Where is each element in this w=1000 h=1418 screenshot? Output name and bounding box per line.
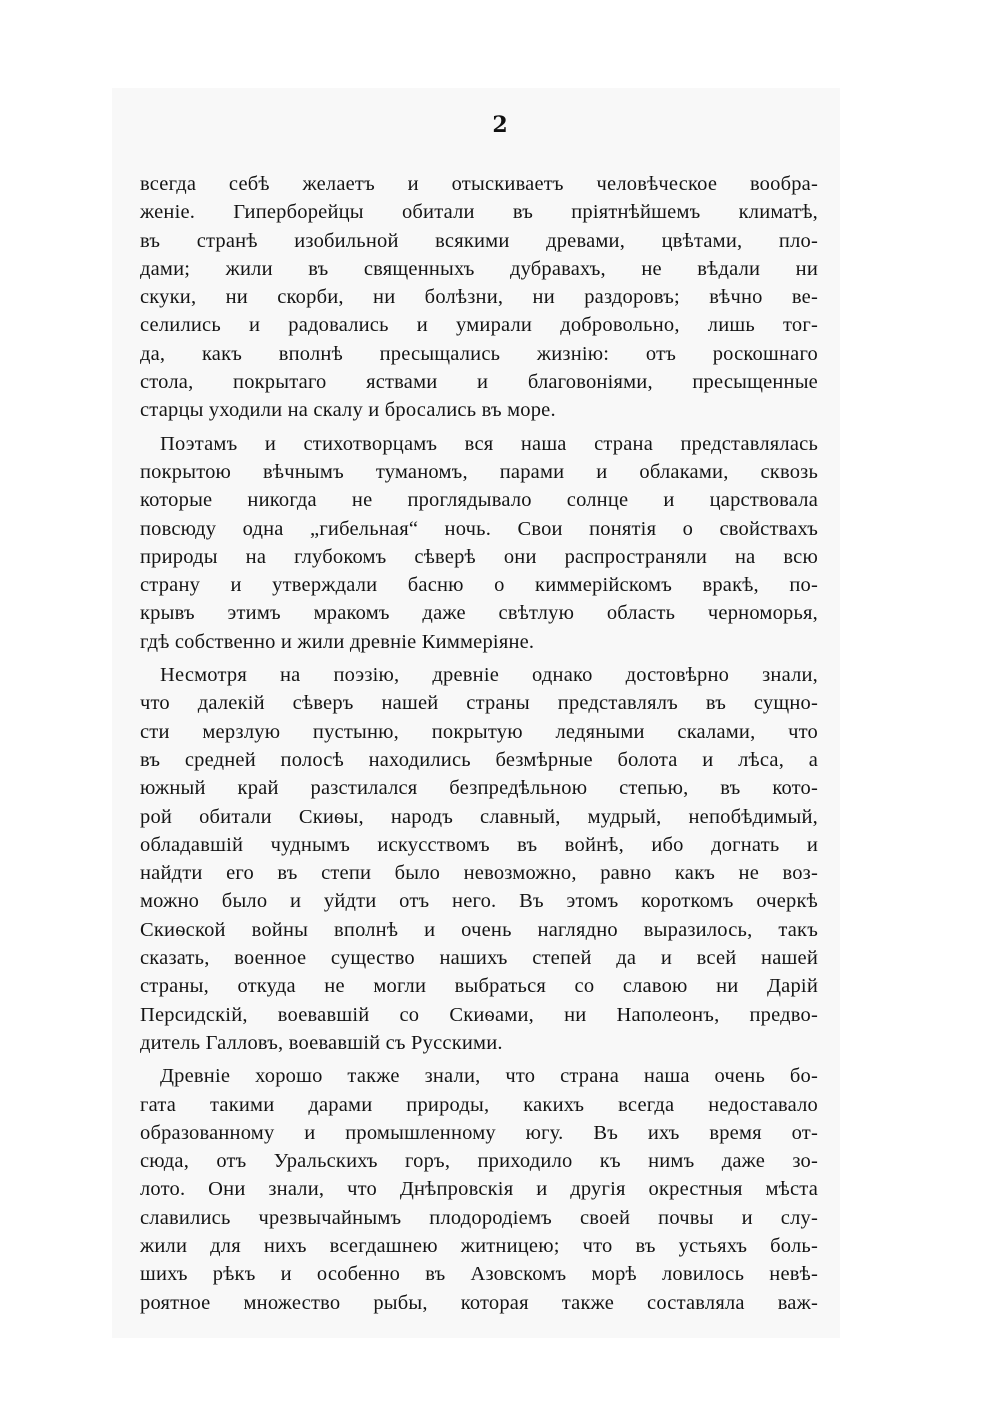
paragraph-3 bbox=[140, 661, 818, 1057]
text-line: жили для нихъ всегдашнею житницею; что въ устьяхъ боль- bbox=[140, 1234, 818, 1257]
text-line: въ средней полосѣ находились безмѣрные болота и лѣса, а bbox=[140, 748, 818, 771]
text-line: гата такими дарами природы, какихъ всегда недоставало bbox=[140, 1093, 818, 1116]
text-line: образованному и промышленному югу. Въ ихъ время от- bbox=[140, 1121, 818, 1144]
text-line: можно было и уйдти отъ него. Въ этомъ короткомъ очеркѣ bbox=[140, 890, 818, 913]
paragraph-4 bbox=[140, 1062, 818, 1317]
text-line: дитель Галловъ, воевавшій съ Русскими. bbox=[140, 1031, 503, 1054]
text-line: селились и радовались и умирали добровольно, лишь тог- bbox=[140, 314, 818, 337]
body-text bbox=[140, 170, 818, 1317]
text-line: страну и утверждали басню о киммерійскомъ вракѣ, по- bbox=[140, 574, 818, 597]
text-line: найдти его въ степи было невозможно, равно какъ не воз- bbox=[140, 862, 818, 885]
text-line: роятное множество рыбы, которая также составляла важ- bbox=[140, 1291, 818, 1314]
paragraph-1 bbox=[140, 170, 818, 425]
text-line: дами; жили въ священныхъ дубравахъ, не вѣдали ни bbox=[140, 257, 818, 280]
text-line: Древніе хорошо также знали, что страна наша очень бо- bbox=[160, 1065, 818, 1088]
text-line: сказать, военное существо нашихъ степей да и всей нашей bbox=[140, 947, 818, 970]
text-line: крывъ этимъ мракомъ даже свѣтлую область черноморья, bbox=[140, 602, 818, 625]
text-line: скуки, ни скорби, ни болѣзни, ни раздоровъ; вѣчно ве- bbox=[140, 286, 818, 309]
text-line: гдѣ собственно и жили древніе Киммеріяне. bbox=[140, 630, 535, 653]
text-line: страны, откуда не могли выбраться со славою ни Дарій bbox=[140, 975, 818, 998]
text-line: славились чрезвычайнымъ плодородіемъ своей почвы и слу- bbox=[140, 1206, 818, 1229]
text-line: которые никогда не проглядывало солнце и царствовала bbox=[140, 489, 818, 512]
text-line: Скиѳской войны вполнѣ и очень наглядно выразилось, такъ bbox=[140, 918, 818, 941]
text-line: стола, покрытаго яствами и благовоніями, пресыщенные bbox=[140, 371, 818, 394]
text-line: обладавшій чуднымъ искусствомъ въ войнѣ, ибо догнать и bbox=[140, 833, 818, 856]
text-line: повсюду одна „гибельная“ ночь. Свои понятія о свойствахъ bbox=[140, 517, 818, 540]
text-line: шихъ рѣкъ и особенно въ Азовскомъ морѣ ловилось невѣ- bbox=[140, 1263, 818, 1286]
page-number: 2 bbox=[492, 112, 508, 138]
paragraph-2 bbox=[140, 430, 818, 656]
text-line: старцы уходили на скалу и бросались въ море. bbox=[140, 399, 556, 422]
text-line: Несмотря на поэзію, древніе однако достовѣрно знали, bbox=[160, 664, 818, 687]
text-line: всегда себѣ желаетъ и отыскиваетъ человѣческое вообра- bbox=[140, 173, 818, 195]
text-line: что далекій сѣверъ нашей страны представлялъ въ сущно- bbox=[140, 692, 818, 715]
text-line: Персидскій, воевавшій со Скиѳами, ни Наполеонъ, предво- bbox=[140, 1003, 818, 1026]
text-line: сюда, отъ Уральскихъ горъ, приходило къ нимъ даже зо- bbox=[140, 1150, 818, 1173]
text-line: рой обитали Скиѳы, народъ славный, мудрый, непобѣдимый, bbox=[140, 805, 818, 828]
text-line: сти мерзлую пустыню, покрытую ледяными скалами, что bbox=[140, 720, 818, 743]
text-line: природы на глубокомъ сѣверѣ они распространяли на всю bbox=[140, 545, 818, 568]
text-line: покрытою вѣчнымъ туманомъ, парами и облаками, сквозь bbox=[140, 460, 818, 483]
text-line: въ странѣ изобильной всякими древами, цвѣтами, пло- bbox=[140, 229, 818, 252]
text-line: да, какъ вполнѣ пресыщались жизнію: отъ роскошнаго bbox=[140, 342, 818, 365]
text-line: лото. Они знали, что Днѣпровскія и другія окрестныя мѣста bbox=[140, 1178, 818, 1201]
text-line: южный край разстилался безпредѣльною степью, въ кото- bbox=[140, 777, 818, 800]
text-line: женіе. Гиперборейцы обитали въ пріятнѣйшемъ климатѣ, bbox=[140, 201, 818, 224]
text-line: Поэтамъ и стихотворцамъ вся наша страна представлялась bbox=[160, 432, 818, 455]
